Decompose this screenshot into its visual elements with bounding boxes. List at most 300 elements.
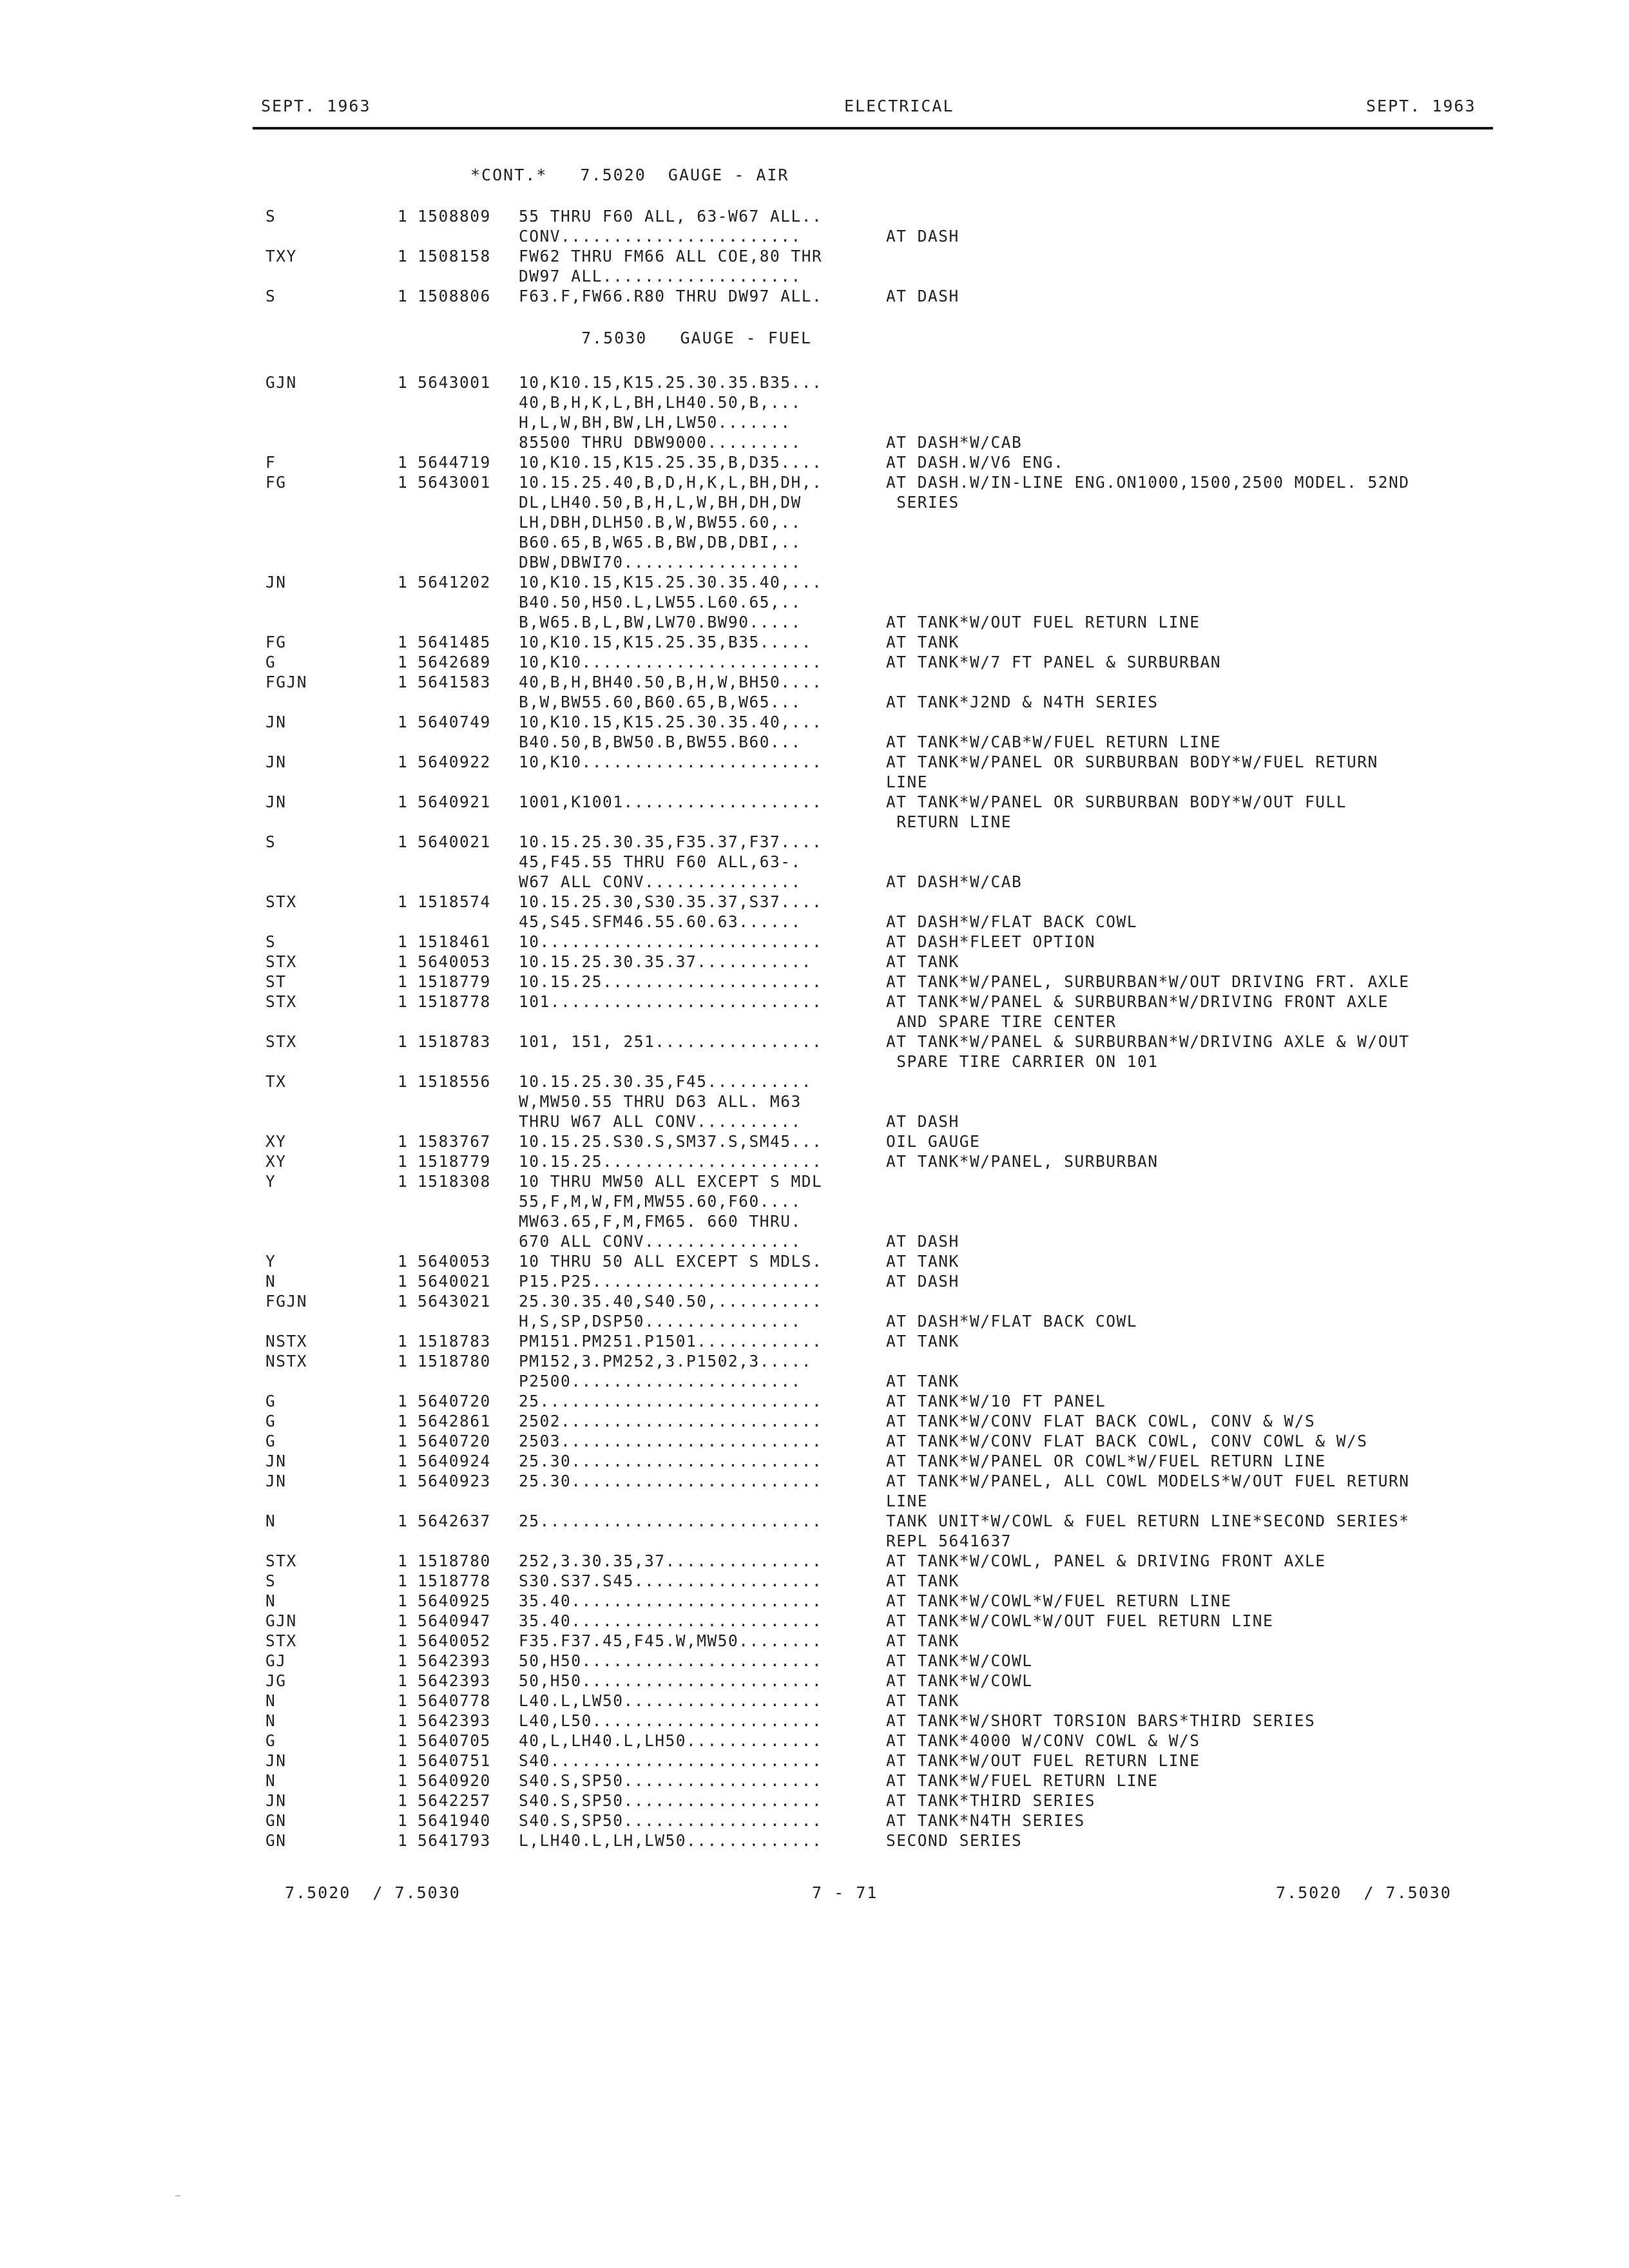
row-models: 10...........................	[519, 932, 823, 951]
row-quantity: 1	[398, 1831, 409, 1850]
table-row	[0, 832, 1629, 852]
table-row	[0, 1032, 1629, 1052]
row-quantity: 1	[398, 1452, 409, 1470]
table-row	[0, 652, 1629, 672]
table-row	[0, 552, 1629, 572]
table-row	[0, 1191, 1629, 1211]
row-model-code: GN	[265, 1811, 287, 1830]
table-row	[0, 1411, 1629, 1431]
row-part-number: 5642689	[418, 653, 491, 671]
row-part-number: 5643001	[418, 373, 491, 392]
row-location: AT TANK	[886, 952, 959, 971]
row-models: 10.15.25.30.35,F35.37,F37....	[519, 832, 823, 851]
row-models: 10.15.25.30.35,F45..........	[519, 1072, 813, 1091]
row-part-number: 5640021	[418, 1272, 491, 1291]
row-models: P2500......................	[519, 1372, 802, 1390]
row-location: AT TANK	[886, 633, 959, 651]
row-models: 50,H50.......................	[519, 1651, 823, 1670]
row-quantity: 1	[398, 992, 409, 1011]
row-quantity: 1	[398, 653, 409, 671]
row-model-code: STX	[265, 1552, 297, 1570]
row-location: AT TANK*W/7 FT PANEL & SURBURBAN	[886, 653, 1222, 671]
row-model-code: JN	[265, 1452, 287, 1470]
row-location: AT DASH	[886, 227, 959, 245]
row-models: DL,LH40.50,B,H,L,W,BH,DH,DW	[519, 493, 802, 512]
row-part-number: 1518778	[418, 1571, 491, 1590]
row-quantity: 1	[398, 1671, 409, 1690]
table-row	[0, 1571, 1629, 1591]
row-location: SECOND SERIES	[886, 1831, 1023, 1850]
row-quantity: 1	[398, 247, 409, 265]
row-models: S40.S,SP50...................	[519, 1771, 823, 1790]
table-row	[0, 752, 1629, 772]
row-models: 25.30........................	[519, 1472, 823, 1490]
row-location: AT DASH	[886, 1272, 959, 1291]
header-date-right: SEPT. 1963	[1366, 97, 1476, 115]
table-row	[0, 372, 1629, 392]
row-models: CONV.......................	[519, 227, 802, 245]
row-models: L40.L,LW50...................	[519, 1691, 823, 1710]
row-quantity: 1	[398, 1332, 409, 1350]
row-models: 25.30........................	[519, 1452, 823, 1470]
row-part-number: 5642393	[418, 1651, 491, 1670]
row-models: 10,K10.15,K15.25.30.35.40,...	[519, 713, 823, 731]
table-row	[0, 1551, 1629, 1571]
row-quantity: 1	[398, 1571, 409, 1590]
row-model-code: FG	[265, 633, 287, 651]
table-row	[0, 1771, 1629, 1791]
table-row	[0, 572, 1629, 592]
row-part-number: 5640720	[418, 1432, 491, 1450]
table-row	[0, 1691, 1629, 1711]
row-models: 35.40........................	[519, 1591, 823, 1610]
row-models: S40..........................	[519, 1751, 823, 1770]
row-models: 10.15.25.S30.S,SM37.S,SM45...	[519, 1132, 823, 1151]
table-row	[0, 1631, 1629, 1651]
row-quantity: 1	[398, 832, 409, 851]
row-model-code: FG	[265, 473, 287, 492]
row-models: 10,K10.15,K15.25.35,B35.....	[519, 633, 813, 651]
row-part-number: 5642637	[418, 1512, 491, 1530]
row-quantity: 1	[398, 1132, 409, 1151]
table-row	[0, 992, 1629, 1012]
row-model-code: S	[265, 1571, 276, 1590]
row-model-code: N	[265, 1691, 276, 1710]
row-model-code: FGJN	[265, 673, 308, 691]
row-model-code: Y	[265, 1252, 276, 1271]
row-location: AT DASH	[886, 1232, 959, 1251]
row-part-number: 5640749	[418, 713, 491, 731]
row-part-number: 1518308	[418, 1172, 491, 1191]
row-quantity: 1	[398, 1152, 409, 1171]
row-models: S40.S,SP50...................	[519, 1791, 823, 1810]
row-models: W,MW50.55 THRU D63 ALL. M63	[519, 1092, 802, 1111]
row-model-code: JG	[265, 1671, 287, 1690]
table-row	[0, 1091, 1629, 1111]
row-model-code: G	[265, 1412, 276, 1430]
section-title-fuel-gauge: 7.5030 GAUGE - FUEL	[581, 329, 813, 347]
row-part-number: 5642861	[418, 1412, 491, 1430]
row-models: 10,K10.15,K15.25.30.35.B35...	[519, 373, 823, 392]
table-row	[0, 226, 1629, 246]
row-location: OIL GAUGE	[886, 1132, 981, 1151]
row-model-code: N	[265, 1591, 276, 1610]
row-quantity: 1	[398, 1631, 409, 1650]
row-location: LINE	[886, 773, 929, 791]
table-row	[0, 472, 1629, 492]
row-part-number: 5640921	[418, 793, 491, 811]
header-rule	[253, 127, 1493, 130]
table-row	[0, 246, 1629, 266]
section-title-air-gauge: *CONT.* 7.5020 GAUGE - AIR	[470, 166, 789, 184]
row-location: AT TANK*W/PANEL OR COWL*W/FUEL RETURN LINE	[886, 1452, 1326, 1470]
row-quantity: 1	[398, 1552, 409, 1570]
table-row	[0, 1012, 1629, 1032]
row-part-number: 1508806	[418, 287, 491, 305]
table-row	[0, 492, 1629, 512]
table-row	[0, 1511, 1629, 1531]
row-part-number: 5640924	[418, 1452, 491, 1470]
row-models: F35.F37.45,F45.W,MW50........	[519, 1631, 823, 1650]
row-models: MW63.65,F,M,FM65. 660 THRU.	[519, 1212, 802, 1231]
row-model-code: GJN	[265, 373, 297, 392]
scan-mark	[175, 2195, 180, 2196]
row-part-number: 5640925	[418, 1591, 491, 1610]
table-row	[0, 1171, 1629, 1191]
row-part-number: 5642393	[418, 1711, 491, 1730]
row-models: B60.65,B,W65.B,BW,DB,DBI,..	[519, 533, 802, 552]
row-models: 10.15.25.40,B,D,H,K,L,BH,DH,.	[519, 473, 823, 492]
row-part-number: 1518780	[418, 1352, 491, 1370]
row-location: AT DASH*W/FLAT BACK COWL	[886, 1312, 1138, 1331]
row-models: DBW,DBWI70.................	[519, 553, 802, 572]
row-models: 25...........................	[519, 1392, 823, 1410]
row-quantity: 1	[398, 1172, 409, 1191]
table-row	[0, 1491, 1629, 1511]
row-model-code: JN	[265, 713, 287, 731]
table-row	[0, 286, 1629, 306]
row-part-number: 5640705	[418, 1731, 491, 1750]
row-model-code: F	[265, 453, 276, 472]
row-models: B40.50,H50.L,LW55.L60.65,..	[519, 593, 802, 611]
row-location: AT DASH*W/FLAT BACK COWL	[886, 912, 1138, 931]
row-location: AT TANK*W/PANEL, ALL COWL MODELS*W/OUT FUEL RETURN	[886, 1472, 1410, 1490]
row-model-code: N	[265, 1272, 276, 1291]
row-location: SERIES	[886, 493, 959, 512]
table-row	[0, 1151, 1629, 1171]
row-location: AT TANK*W/PANEL OR SURBURBAN BODY*W/OUT FULL	[886, 793, 1347, 811]
row-model-code: S	[265, 932, 276, 951]
table-row	[0, 732, 1629, 752]
row-model-code: STX	[265, 892, 297, 911]
row-model-code: STX	[265, 1631, 297, 1650]
row-location: AND SPARE TIRE CENTER	[886, 1012, 1117, 1031]
row-models: PM151.PM251.P1501............	[519, 1332, 823, 1350]
row-part-number: 5640947	[418, 1611, 491, 1630]
row-location: REPL 5641637	[886, 1532, 1012, 1550]
row-quantity: 1	[398, 932, 409, 951]
row-location: AT TANK*W/PANEL, SURBURBAN*W/OUT DRIVING FRT. AXLE	[886, 972, 1410, 991]
row-quantity: 1	[398, 633, 409, 651]
row-models: 10.15.25.30.35.37...........	[519, 952, 813, 971]
row-quantity: 1	[398, 453, 409, 472]
row-part-number: 1508158	[418, 247, 491, 265]
row-models: F63.F,FW66.R80 THRU DW97 ALL.	[519, 287, 823, 305]
row-quantity: 1	[398, 1292, 409, 1311]
row-models: 10 THRU 50 ALL EXCEPT S MDLS.	[519, 1252, 823, 1271]
row-part-number: 5640922	[418, 753, 491, 771]
row-model-code: S	[265, 832, 276, 851]
row-quantity: 1	[398, 753, 409, 771]
row-models: 25...........................	[519, 1512, 823, 1530]
row-models: PM152,3.PM252,3.P1502,3.....	[519, 1352, 813, 1370]
table-row	[0, 672, 1629, 692]
row-models: 40,B,H,BH40.50,B,H,W,BH50....	[519, 673, 823, 691]
table-row	[0, 952, 1629, 972]
row-model-code: JN	[265, 793, 287, 811]
footer-index-right: 7.5020 / 7.5030	[1276, 1883, 1452, 1902]
row-quantity: 1	[398, 1272, 409, 1291]
row-models: S30.S37.S45..................	[519, 1571, 823, 1590]
table-row	[0, 692, 1629, 712]
table-row	[0, 1751, 1629, 1771]
row-quantity: 1	[398, 1392, 409, 1410]
row-model-code: XY	[265, 1132, 287, 1151]
footer-page-number: 7 - 71	[812, 1883, 878, 1902]
row-location: TANK UNIT*W/COWL & FUEL RETURN LINE*SECOND SERIES*	[886, 1512, 1410, 1530]
table-row	[0, 1451, 1629, 1471]
table-row	[0, 1651, 1629, 1671]
row-models: B,W,BW55.60,B60.65,B,W65...	[519, 693, 802, 711]
row-model-code: NSTX	[265, 1332, 308, 1350]
row-models: 2502.........................	[519, 1412, 823, 1430]
row-location: AT TANK*W/CONV FLAT BACK COWL, CONV & W/S	[886, 1412, 1316, 1430]
table-row	[0, 412, 1629, 432]
row-part-number: 5642257	[418, 1791, 491, 1810]
row-model-code: S	[265, 207, 276, 226]
table-row	[0, 1351, 1629, 1371]
row-part-number: 5640920	[418, 1771, 491, 1790]
row-part-number: 5641485	[418, 633, 491, 651]
row-location: RETURN LINE	[886, 812, 1012, 831]
row-quantity: 1	[398, 1731, 409, 1750]
row-models: S40.S,SP50...................	[519, 1811, 823, 1830]
row-quantity: 1	[398, 1691, 409, 1710]
row-location: AT TANK*W/OUT FUEL RETURN LINE	[886, 1751, 1200, 1770]
table-row	[0, 812, 1629, 832]
table-row	[0, 1211, 1629, 1231]
row-location: LINE	[886, 1492, 929, 1510]
row-part-number: 1518780	[418, 1552, 491, 1570]
row-models: B,W65.B,L,BW,LW70.BW90.....	[519, 613, 802, 631]
row-quantity: 1	[398, 1791, 409, 1810]
row-location: AT DASH*W/CAB	[886, 872, 1023, 891]
row-quantity: 1	[398, 952, 409, 971]
row-part-number: 5641202	[418, 573, 491, 591]
row-model-code: G	[265, 1432, 276, 1450]
row-quantity: 1	[398, 793, 409, 811]
row-models: 101..........................	[519, 992, 823, 1011]
row-models: L,LH40.L,LH,LW50.............	[519, 1831, 823, 1850]
table-row	[0, 1331, 1629, 1351]
row-location: AT TANK	[886, 1372, 959, 1390]
table-row	[0, 1371, 1629, 1391]
row-location: AT TANK*W/COWL	[886, 1671, 1033, 1690]
table-row	[0, 1251, 1629, 1271]
table-row	[0, 1111, 1629, 1131]
row-location: AT TANK*THIRD SERIES	[886, 1791, 1096, 1810]
row-part-number: 5643021	[418, 1292, 491, 1311]
row-location: AT DASH*W/CAB	[886, 433, 1023, 452]
row-location: AT DASH.W/IN-LINE ENG.ON1000,1500,2500 MODEL. 52ND	[886, 473, 1410, 492]
row-quantity: 1	[398, 1591, 409, 1610]
row-quantity: 1	[398, 1352, 409, 1370]
table-row	[0, 1471, 1629, 1491]
row-quantity: 1	[398, 1072, 409, 1091]
row-part-number: 1583767	[418, 1132, 491, 1151]
table-row	[0, 632, 1629, 652]
row-quantity: 1	[398, 713, 409, 731]
row-location: AT TANK*N4TH SERIES	[886, 1811, 1085, 1830]
table-row	[0, 392, 1629, 412]
table-row	[0, 1231, 1629, 1251]
row-location: AT TANK*W/SHORT TORSION BARS*THIRD SERIES	[886, 1711, 1316, 1730]
table-row	[0, 1711, 1629, 1731]
row-models: DW97 ALL...................	[519, 267, 802, 285]
row-location: AT TANK*W/COWL	[886, 1651, 1033, 1670]
row-models: 35.40........................	[519, 1611, 823, 1630]
row-location: AT TANK*W/FUEL RETURN LINE	[886, 1771, 1159, 1790]
table-row	[0, 1791, 1629, 1811]
row-quantity: 1	[398, 972, 409, 991]
row-location: AT TANK*W/COWL*W/OUT FUEL RETURN LINE	[886, 1611, 1274, 1630]
row-quantity: 1	[398, 1711, 409, 1730]
row-part-number: 5640053	[418, 1252, 491, 1271]
row-location: AT TANK*W/PANEL & SURBURBAN*W/DRIVING AXLE & W/OUT	[886, 1032, 1410, 1051]
table-row	[0, 206, 1629, 226]
row-models: 10,K10.......................	[519, 753, 823, 771]
footer-index-left: 7.5020 / 7.5030	[285, 1883, 461, 1902]
row-quantity: 1	[398, 1252, 409, 1271]
row-models: 1001,K1001...................	[519, 793, 823, 811]
row-quantity: 1	[398, 287, 409, 305]
row-location: AT TANK*J2ND & N4TH SERIES	[886, 693, 1159, 711]
row-location: AT DASH	[886, 1112, 959, 1131]
table-row	[0, 912, 1629, 932]
row-part-number: 1508809	[418, 207, 491, 226]
row-location: AT TANK*W/OUT FUEL RETURN LINE	[886, 613, 1200, 631]
row-part-number: 1518778	[418, 992, 491, 1011]
row-location: AT TANK*4000 W/CONV COWL & W/S	[886, 1731, 1200, 1750]
row-part-number: 1518779	[418, 972, 491, 991]
row-location: AT TANK	[886, 1252, 959, 1271]
table-row	[0, 612, 1629, 632]
row-models: L40,L50......................	[519, 1711, 823, 1730]
row-models: 40,B,H,K,L,BH,LH40.50,B,...	[519, 393, 802, 412]
row-location: AT DASH	[886, 287, 959, 305]
row-quantity: 1	[398, 1811, 409, 1830]
row-models: 55 THRU F60 ALL, 63-W67 ALL..	[519, 207, 823, 226]
table-row	[0, 1131, 1629, 1151]
table-row	[0, 1291, 1629, 1311]
row-model-code: GJ	[265, 1651, 287, 1670]
row-part-number: 1518783	[418, 1032, 491, 1051]
table-row	[0, 432, 1629, 452]
row-part-number: 1518574	[418, 892, 491, 911]
table-row	[0, 932, 1629, 952]
row-part-number: 1518783	[418, 1332, 491, 1350]
row-models: 55,F,M,W,FM,MW55.60,F60....	[519, 1192, 802, 1211]
row-model-code: STX	[265, 952, 297, 971]
table-row	[0, 1072, 1629, 1091]
table-row	[0, 1671, 1629, 1691]
table-row	[0, 1831, 1629, 1850]
row-location: AT TANK*W/CONV FLAT BACK COWL, CONV COWL & W/S	[886, 1432, 1368, 1450]
row-models: 50,H50.......................	[519, 1671, 823, 1690]
row-quantity: 1	[398, 1611, 409, 1630]
row-part-number: 5640923	[418, 1472, 491, 1490]
row-location: AT DASH.W/V6 ENG.	[886, 453, 1065, 472]
row-model-code: TX	[265, 1072, 287, 1091]
header-date-left: SEPT. 1963	[261, 97, 371, 115]
row-model-code: GN	[265, 1831, 287, 1850]
row-quantity: 1	[398, 1512, 409, 1530]
table-row	[0, 532, 1629, 552]
table-row	[0, 1811, 1629, 1831]
table-row	[0, 1391, 1629, 1411]
row-part-number: 5643001	[418, 473, 491, 492]
row-models: P15.P25......................	[519, 1272, 823, 1291]
row-models: 10.15.25.....................	[519, 972, 823, 991]
row-models: W67 ALL CONV...............	[519, 872, 802, 891]
row-model-code: G	[265, 653, 276, 671]
table-row	[0, 1591, 1629, 1611]
row-part-number: 5640751	[418, 1751, 491, 1770]
table-row	[0, 452, 1629, 472]
row-part-number: 5641793	[418, 1831, 491, 1850]
row-models: 252,3.30.35,37...............	[519, 1552, 823, 1570]
row-models: 10.15.25.30,S30.35.37,S37....	[519, 892, 823, 911]
row-models: 85500 THRU DBW9000.........	[519, 433, 802, 452]
table-row	[0, 592, 1629, 612]
row-model-code: JN	[265, 573, 287, 591]
row-models: 101, 151, 251................	[519, 1032, 823, 1051]
row-quantity: 1	[398, 1472, 409, 1490]
row-quantity: 1	[398, 1432, 409, 1450]
row-quantity: 1	[398, 1412, 409, 1430]
table-row	[0, 266, 1629, 286]
table-row	[0, 1052, 1629, 1072]
row-model-code: NSTX	[265, 1352, 308, 1370]
row-location: AT TANK	[886, 1571, 959, 1590]
row-models: LH,DBH,DLH50.B,W,BW55.60,..	[519, 513, 802, 532]
table-row	[0, 1311, 1629, 1331]
row-model-code: STX	[265, 992, 297, 1011]
row-model-code: Y	[265, 1172, 276, 1191]
row-location: AT TANK*W/CAB*W/FUEL RETURN LINE	[886, 733, 1222, 751]
table-row	[0, 1531, 1629, 1551]
row-quantity: 1	[398, 1751, 409, 1770]
table-row	[0, 872, 1629, 892]
row-model-code: N	[265, 1771, 276, 1790]
row-models: 10 THRU MW50 ALL EXCEPT S MDL	[519, 1172, 823, 1191]
row-quantity: 1	[398, 473, 409, 492]
row-quantity: 1	[398, 1771, 409, 1790]
row-part-number: 1518556	[418, 1072, 491, 1091]
row-models: THRU W67 ALL CONV..........	[519, 1112, 802, 1131]
row-part-number: 5642393	[418, 1671, 491, 1690]
row-models: 45,F45.55 THRU F60 ALL,63-.	[519, 852, 802, 871]
